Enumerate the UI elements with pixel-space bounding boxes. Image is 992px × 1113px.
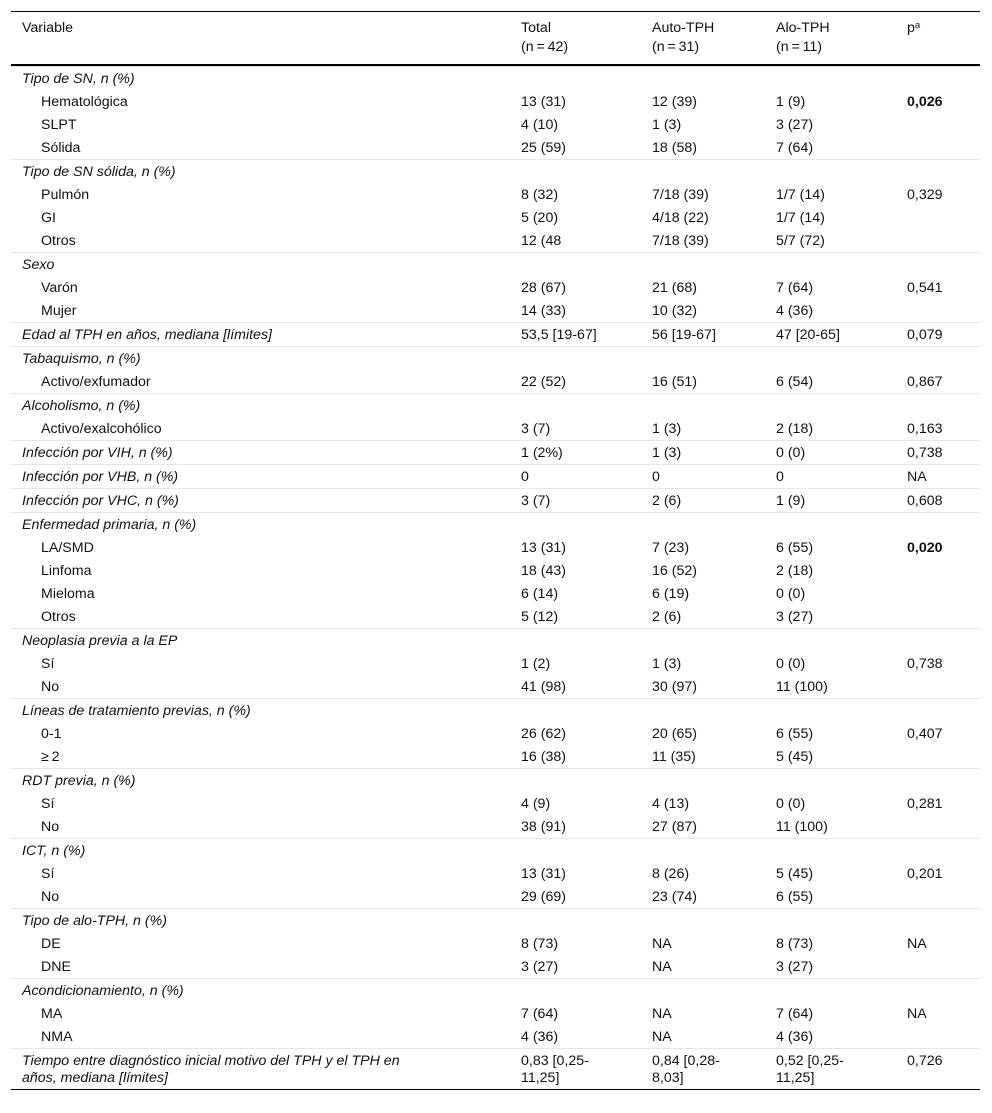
table-row <box>11 440 980 464</box>
row-label: Otros <box>41 233 76 249</box>
table-row <box>11 370 980 393</box>
table-row <box>11 628 980 652</box>
row-label: DNE <box>41 959 71 975</box>
row-label: Sí <box>41 866 55 882</box>
table-body <box>11 66 980 1089</box>
cell-auto: 27 (87) <box>652 819 697 835</box>
cell-p: 0,867 <box>907 374 943 390</box>
cell-auto: 20 (65) <box>652 726 697 742</box>
table-row <box>11 815 980 838</box>
table-row <box>11 417 980 440</box>
table-row <box>11 113 980 136</box>
cell-alo: 3 (27) <box>776 117 814 133</box>
row-label: Enfermedad primaria, n (%) <box>22 517 197 533</box>
table-row <box>11 322 980 346</box>
row-label: No <box>41 819 60 835</box>
table-row <box>11 488 980 512</box>
cell-auto: 8 (26) <box>652 866 690 882</box>
cell-auto: 56 [19-67] <box>652 327 716 343</box>
row-label: ≥ 2 <box>41 749 60 765</box>
row-label: Sólida <box>41 140 81 156</box>
cell-auto: 1 (3) <box>652 445 682 461</box>
header-total <box>521 19 568 57</box>
cell-auto: 11 (35) <box>652 749 696 765</box>
cell-alo: 3 (27) <box>776 609 814 625</box>
cell-total: 3 (7) <box>521 493 551 509</box>
header-auto-label: Auto-TPH <box>652 20 715 36</box>
cell-alo: 0 (0) <box>776 656 806 672</box>
cell-auto: 1 (3) <box>652 421 682 437</box>
cell-alo: 7 (64) <box>776 280 814 296</box>
row-label: Activo/exalcohólico <box>41 421 162 437</box>
row-label: Infección por VHB, n (%) <box>22 469 179 485</box>
header-total-label: Total <box>521 20 551 36</box>
cell-p: 0,738 <box>907 445 943 461</box>
cell-auto: 10 (32) <box>652 303 697 319</box>
table-row <box>11 90 980 113</box>
cell-auto: 18 (58) <box>652 140 697 156</box>
table-row <box>11 1048 980 1089</box>
cell-p: 0,079 <box>907 327 943 343</box>
table-row <box>11 792 980 815</box>
cell-alo: 0 (0) <box>776 586 806 602</box>
cell-total: 4 (9) <box>521 796 551 812</box>
row-label: Pulmón <box>41 187 90 203</box>
cell-auto: 2 (6) <box>652 493 682 509</box>
row-label: NMA <box>41 1029 73 1045</box>
cell-p: 0,726 <box>907 1053 943 1069</box>
table-row <box>11 393 980 417</box>
cell-total: 13 (31) <box>521 866 566 882</box>
cell-total: 41 (98) <box>521 679 566 695</box>
cell-auto: 21 (68) <box>652 280 697 296</box>
row-label: Infección por VHC, n (%) <box>22 493 179 509</box>
row-label: Mujer <box>41 303 77 319</box>
row-label: DE <box>41 936 61 952</box>
row-label: Infección por VIH, n (%) <box>22 445 173 461</box>
table-row <box>11 885 980 908</box>
cell-total: 16 (38) <box>521 749 566 765</box>
cell-auto: NA <box>652 959 672 975</box>
header-alo-label: Alo-TPH <box>776 20 830 36</box>
header-variable-label: Variable <box>22 20 73 36</box>
table-row <box>11 978 980 1002</box>
cell-alo: 5 (45) <box>776 749 814 765</box>
header-auto-n: (n = 31) <box>652 39 700 55</box>
row-label: Tabaquismo, n (%) <box>22 351 141 367</box>
cell-total: 1 (2) <box>521 656 551 672</box>
row-label: Tipo de SN, n (%) <box>22 71 135 87</box>
cell-total: 5 (20) <box>521 210 559 226</box>
table-row <box>11 605 980 628</box>
table-row <box>11 675 980 698</box>
cell-total: 7 (64) <box>521 1006 559 1022</box>
cell-p: 0,608 <box>907 493 943 509</box>
row-label: Tipo de SN sólida, n (%) <box>22 164 176 180</box>
row-label: RDT previa, n (%) <box>22 773 136 789</box>
cell-auto: 4 (13) <box>652 796 690 812</box>
row-label: Activo/exfumador <box>41 374 151 390</box>
cell-alo: 0 (0) <box>776 445 806 461</box>
table-row <box>11 768 980 792</box>
header-variable <box>22 19 73 38</box>
cell-alo: 5 (45) <box>776 866 814 882</box>
cell-auto: 1 (3) <box>652 117 682 133</box>
cell-total: 29 (69) <box>521 889 566 905</box>
cell-auto: 7/18 (39) <box>652 233 709 249</box>
cell-auto: 30 (97) <box>652 679 697 695</box>
cell-total: 4 (10) <box>521 117 559 133</box>
cell-auto: 0 <box>652 469 660 485</box>
header-auto <box>652 19 714 57</box>
cell-p: 0,026 <box>907 94 943 110</box>
cell-alo: 0 (0) <box>776 796 806 812</box>
table-row <box>11 582 980 605</box>
table-row <box>11 183 980 206</box>
table-row <box>11 698 980 722</box>
cell-alo: 0 <box>776 469 784 485</box>
cell-total: 0,83 [0,25- 11,25] <box>521 1053 589 1086</box>
table-row <box>11 1002 980 1025</box>
cell-auto: NA <box>652 936 672 952</box>
row-label: Mieloma <box>41 586 95 602</box>
header-alo-n: (n = 11) <box>776 39 823 55</box>
cell-alo: 4 (36) <box>776 303 814 319</box>
row-label: Tiempo entre diagnóstico inicial motivo del TPH y el TPH en años, mediana [límites] <box>22 1053 400 1086</box>
cell-p: 0,281 <box>907 796 943 812</box>
row-label: Alcoholismo, n (%) <box>22 398 141 414</box>
cell-auto: NA <box>652 1006 672 1022</box>
cell-auto: NA <box>652 1029 672 1045</box>
table-row <box>11 206 980 229</box>
table-row <box>11 745 980 768</box>
cell-auto: 0,84 [0,28- 8,03] <box>652 1053 720 1086</box>
table-row <box>11 136 980 159</box>
cell-total: 8 (32) <box>521 187 559 203</box>
cell-alo: 5/7 (72) <box>776 233 825 249</box>
cell-alo: 7 (64) <box>776 140 814 156</box>
cell-p: NA <box>907 469 927 485</box>
row-label: Otros <box>41 609 76 625</box>
cell-total: 12 (48 <box>521 233 562 249</box>
cell-total: 53,5 [19-67] <box>521 327 597 343</box>
cell-total: 0 <box>521 469 529 485</box>
table-row <box>11 1025 980 1048</box>
cell-alo: 2 (18) <box>776 421 814 437</box>
cell-alo: 1/7 (14) <box>776 187 825 203</box>
cell-total: 3 (7) <box>521 421 551 437</box>
header-p <box>907 19 920 38</box>
cell-p: 0,201 <box>907 866 943 882</box>
row-label: SLPT <box>41 117 77 133</box>
cell-auto: 12 (39) <box>652 94 697 110</box>
row-label: Linfoma <box>41 563 92 579</box>
cell-total: 3 (27) <box>521 959 559 975</box>
table-row <box>11 908 980 932</box>
table-row <box>11 955 980 978</box>
table-row <box>11 536 980 559</box>
cell-auto: 4/18 (22) <box>652 210 709 226</box>
table-row <box>11 932 980 955</box>
row-label: MA <box>41 1006 63 1022</box>
table-row <box>11 252 980 276</box>
cell-p: 0,020 <box>907 540 943 556</box>
cell-total: 28 (67) <box>521 280 566 296</box>
cell-alo: 6 (55) <box>776 726 814 742</box>
table-row <box>11 276 980 299</box>
row-label: Líneas de tratamiento previas, n (%) <box>22 703 251 719</box>
row-label: LA/SMD <box>41 540 94 556</box>
cell-alo: 11 (100) <box>776 819 828 835</box>
cell-total: 18 (43) <box>521 563 566 579</box>
header-p-superscript: a <box>914 20 921 31</box>
header-alo <box>776 19 830 57</box>
cell-alo: 7 (64) <box>776 1006 814 1022</box>
table-row <box>11 838 980 862</box>
row-label: Acondicionamiento, n (%) <box>22 983 184 999</box>
row-label: Tipo de alo-TPH, n (%) <box>22 913 167 929</box>
cell-alo: 6 (55) <box>776 540 814 556</box>
row-label: 0-1 <box>41 726 62 742</box>
cell-auto: 7 (23) <box>652 540 690 556</box>
cell-auto: 7/18 (39) <box>652 187 709 203</box>
cell-total: 6 (14) <box>521 586 559 602</box>
table-row <box>11 299 980 322</box>
row-label: Sexo <box>22 257 55 273</box>
cell-alo: 1/7 (14) <box>776 210 825 226</box>
row-label: No <box>41 679 60 695</box>
cell-alo: 2 (18) <box>776 563 814 579</box>
table-header <box>11 12 980 66</box>
table-row <box>11 346 980 370</box>
cell-alo: 6 (54) <box>776 374 814 390</box>
row-label: Neoplasia previa a la EP <box>22 633 178 649</box>
cell-alo: 8 (73) <box>776 936 814 952</box>
cell-auto: 23 (74) <box>652 889 697 905</box>
cell-p: 0,407 <box>907 726 943 742</box>
cell-alo: 0,52 [0,25- 11,25] <box>776 1053 844 1086</box>
cell-alo: 47 [20-65] <box>776 327 840 343</box>
row-label: Edad al TPH en años, mediana [límites] <box>22 327 272 343</box>
table-row <box>11 722 980 745</box>
table-row <box>11 159 980 183</box>
table-row <box>11 559 980 582</box>
cell-auto: 16 (51) <box>652 374 697 390</box>
table-row <box>11 229 980 252</box>
cell-total: 13 (31) <box>521 94 566 110</box>
cell-alo: 11 (100) <box>776 679 828 695</box>
row-label: GI <box>41 210 56 226</box>
cell-total: 13 (31) <box>521 540 566 556</box>
cell-total: 1 (2%) <box>521 445 563 461</box>
cell-auto: 1 (3) <box>652 656 682 672</box>
row-label: ICT, n (%) <box>22 843 86 859</box>
cell-alo: 4 (36) <box>776 1029 814 1045</box>
row-label: Varón <box>41 280 78 296</box>
table-row <box>11 512 980 536</box>
cell-alo: 6 (55) <box>776 889 814 905</box>
cell-p: 0,738 <box>907 656 943 672</box>
cell-total: 25 (59) <box>521 140 566 156</box>
row-label: No <box>41 889 60 905</box>
cell-total: 14 (33) <box>521 303 566 319</box>
cell-total: 22 (52) <box>521 374 566 390</box>
cell-auto: 6 (19) <box>652 586 690 602</box>
cell-total: 8 (73) <box>521 936 559 952</box>
cell-p: 0,163 <box>907 421 943 437</box>
table-row <box>11 66 980 90</box>
cell-p: NA <box>907 936 927 952</box>
cell-total: 38 (91) <box>521 819 566 835</box>
cell-p: 0,329 <box>907 187 943 203</box>
row-label: Hematológica <box>41 94 128 110</box>
row-label: Sí <box>41 796 55 812</box>
cell-p: 0,541 <box>907 280 943 296</box>
row-label: Sí <box>41 656 55 672</box>
header-total-n: (n = 42) <box>521 39 569 55</box>
cell-total: 4 (36) <box>521 1029 559 1045</box>
cell-auto: 16 (52) <box>652 563 697 579</box>
characteristics-table <box>11 11 980 1090</box>
table-row <box>11 862 980 885</box>
cell-alo: 3 (27) <box>776 959 814 975</box>
cell-auto: 2 (6) <box>652 609 682 625</box>
table-row <box>11 652 980 675</box>
cell-total: 26 (62) <box>521 726 566 742</box>
table-row <box>11 464 980 488</box>
cell-alo: 1 (9) <box>776 493 806 509</box>
cell-p: NA <box>907 1006 927 1022</box>
cell-total: 5 (12) <box>521 609 559 625</box>
cell-alo: 1 (9) <box>776 94 806 110</box>
header-p-label: p <box>907 20 915 36</box>
